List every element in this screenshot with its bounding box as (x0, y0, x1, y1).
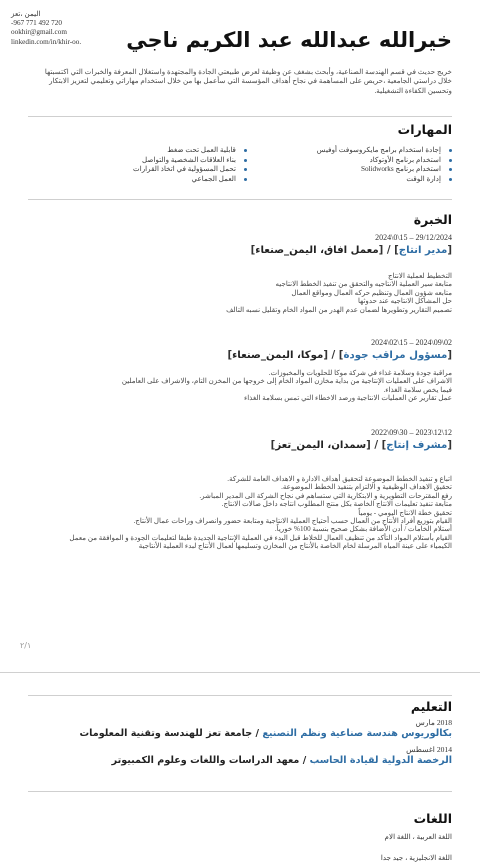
duty-line: القيام بأستلام المواد التأكد من تنظيف العمال للخلاط قبل البدء في العملية الإنتاجية الجديدة طبقا لتعليمات الجودة و الموافقة من معمل (69, 533, 452, 542)
education-date: 2018 مارس (415, 718, 452, 727)
duty-line: متابعة تنفيذ تعليمات الانتاج الخاصة بكل منتج المطلوب انتاجه داخل صالات الانتاج. (221, 500, 452, 509)
job-duties (28, 369, 452, 403)
bullet-icon (449, 149, 452, 152)
skills-list (40, 146, 452, 184)
candidate-name: خيرالله عبدالله عبد الكريم ناجي (126, 28, 452, 52)
summary-paragraph (32, 68, 452, 96)
job-title: مشرف إنتاج (386, 440, 448, 451)
section-divider (28, 791, 452, 792)
section-divider (28, 199, 452, 200)
page-number: ٢/١ (20, 641, 32, 650)
skills-column-2 (42, 146, 247, 184)
duty-line: تصميم التقارير وتطويرها لضمان عدم الهدر من المواد الخام وتقليل نسبه التالف (226, 305, 452, 314)
job-duties (28, 272, 452, 314)
duty-line: التخطيط لعملية الانتاج (388, 272, 452, 280)
education-institution: جامعة تعز للهندسة وتقنية المعلومات (79, 728, 253, 739)
section-divider (28, 116, 452, 117)
skills-heading: المهارات (397, 122, 452, 137)
job-heading: [مدير انتاج] / [معمل افاق، اليمن_صنعاء] (250, 245, 452, 256)
job-title: مدير انتاج (398, 245, 448, 256)
duty-line: الاشراف على العمليات الإنتاجية من بداية مخازن المواد الخام إلى خروجها من المخزن التام، والاشراف على العاملين (121, 377, 452, 386)
bullet-icon (244, 168, 247, 171)
resume-page-2 (0, 672, 480, 865)
bullet-icon (244, 178, 247, 181)
job-organization: موكا، اليمن_صنعاء (232, 350, 324, 361)
skill-item: استخدام برنامج الأوتوكاد (247, 156, 452, 166)
skill-item: قابلية العمل تحت ضغط (42, 146, 247, 156)
job-organization: سمدان، اليمن_تعز (275, 440, 367, 451)
job-organization: معمل افاق، اليمن_صنعاء (255, 245, 379, 256)
contact-email[interactable]: ookhir@gmail.com (11, 28, 67, 37)
skill-item: استخدام برنامج Solidworks (247, 165, 452, 175)
duty-line: مراقبة جودة وسلامة غذاء في شركة موكا للحلويات والمخبوزات. (268, 369, 452, 377)
bullet-icon (449, 168, 452, 171)
job-dates: 29/12/2024 – 15\0\2024 (375, 233, 452, 242)
bullet-icon (449, 178, 452, 181)
language-item: اللغة الانجليزية ، جيد جدا (380, 854, 452, 862)
education-heading-line: الرخصة الدولية لقيادة الحاسب / معهد الدراسات واللغات وعلوم الكمبيوتر (111, 755, 452, 766)
job-heading: [مسؤول مراقب جودة] / [موكا، اليمن_صنعاء] (227, 350, 452, 361)
duty-line: عمل تقارير عن العمليات الانتاجية ورصد الاخطاء التي تمس بسلامة الغذاء (243, 394, 452, 403)
job-dates: 02\09\2024 – 15\02\2024 (371, 338, 452, 347)
experience-heading: الخبرة (413, 212, 452, 227)
summary-line: التشغيلية. (374, 86, 404, 95)
education-institution: معهد الدراسات واللغات وعلوم الكمبيوتر (111, 755, 300, 766)
education-degree: الرخصة الدولية لقيادة الحاسب (309, 755, 452, 766)
education-entry (28, 745, 452, 767)
duty-line: تحقيق الاهداف الوظيفية و الالتزام بتنفيذ الخطط الموضوعة. (281, 483, 452, 492)
duty-line: تحقيق خطة الانتاج اليومي - يومياً (358, 508, 452, 517)
bullet-icon (244, 149, 247, 152)
duty-line: حل المشاكل الانتاجيه عند حدوثها (358, 297, 452, 306)
education-heading-line: بكالوريوس هندسة صناعية ونظم التصنيع / جامعة تعز للهندسة وتقنية المعلومات (79, 728, 452, 739)
experience-entry (28, 428, 452, 551)
duty-line: رفع المقترحات التطويرية و الابتكارية التي ستساهم في نجاح الشركة الى المدير المباشر. (199, 491, 452, 500)
bullet-icon (244, 159, 247, 162)
duty-line: الكيمياء على عينة المياه المرسلة لخام الخاصة بالأنتاج من المخازن وتسليمها لعمال الأنتاج لبدء العملية الأنتاجية (138, 542, 452, 551)
education-degree: بكالوريوس هندسة صناعية ونظم التصنيع (262, 728, 452, 739)
duty-line: متابعه شؤون العمال وتنظيم حركه العمال ومواقع العمال (291, 288, 452, 297)
language-item: اللغة العربية ، اللغة الام (384, 833, 452, 841)
skill-item: إدارة الوقت (247, 175, 452, 185)
skill-item: إجادة استخدام برامج مايكروسوفت أوفيس (247, 146, 452, 156)
job-title: مسؤول مراقب جودة (343, 350, 448, 361)
contact-linkedin[interactable]: linkedin.com/in/khir-oo. (11, 37, 82, 46)
job-duties (28, 475, 452, 551)
bullet-icon (449, 159, 452, 162)
experience-entry (28, 338, 452, 403)
contact-city: اليمن ،تعز (11, 10, 41, 18)
duty-line: متابعة سير العملية الانتاجيه والتحقق من تنفيذ الخطط الانتاجيه (275, 280, 452, 289)
section-divider (28, 695, 452, 696)
skill-item: العمل الجماعي (42, 175, 247, 185)
education-heading: التعليم (410, 699, 452, 714)
duty-line: أستلام الخامات / أدن الأضافة بشكل صحيح بنسبة 100% خورياً. (274, 525, 452, 534)
summary-line: خريج حديث في قسم الهندسة الصناعية، وأبحث بشغف عن وظيفة لعرض طبيعتي الجادة والمجتهدة واستغلال المعرفة والخبرات التي اكتسبتها خلال (44, 68, 452, 86)
duty-line: فيما يخص سلامة الغذاء. (383, 385, 452, 394)
skills-column-1 (247, 146, 452, 184)
contact-phone: -967 771 492 720 (11, 19, 62, 28)
skill-item: تحمل المسؤولية في اتخاذ القرارات (42, 165, 247, 175)
duty-line: القيام بتوزيع أفراد الأنتاج من العمال حسب أحتياج العملية الانتاجية ومتابعة حضور وانصراف وراحات عمال الأنتاج. (133, 517, 452, 526)
education-entry (28, 718, 452, 740)
experience-entry (28, 233, 452, 314)
languages-heading: اللغات (413, 811, 452, 826)
job-dates: 12\12\2023 – 30\09\2022 (371, 428, 452, 437)
summary-line: دراستي الجامعية ،حريص على المساهمة في نجاح أهداف المؤسسة التي سأعمل بها من خلال استخدام مهاراتي وتعليمي لتعزيز الابتكار وتحسين الكفاءة (49, 77, 452, 95)
education-date: 2014 اغسطس (406, 745, 452, 754)
job-heading: [مشرف إنتاج] / [سمدان، اليمن_تعز] (270, 440, 452, 451)
skill-item: بناء العلاقات الشخصية والتواصل (42, 156, 247, 166)
duty-line: اتباع و تنفيذ الخطط الموضوعة لتحقيق أهداف الادارة و الاهداف العامة للشركة. (227, 475, 452, 483)
